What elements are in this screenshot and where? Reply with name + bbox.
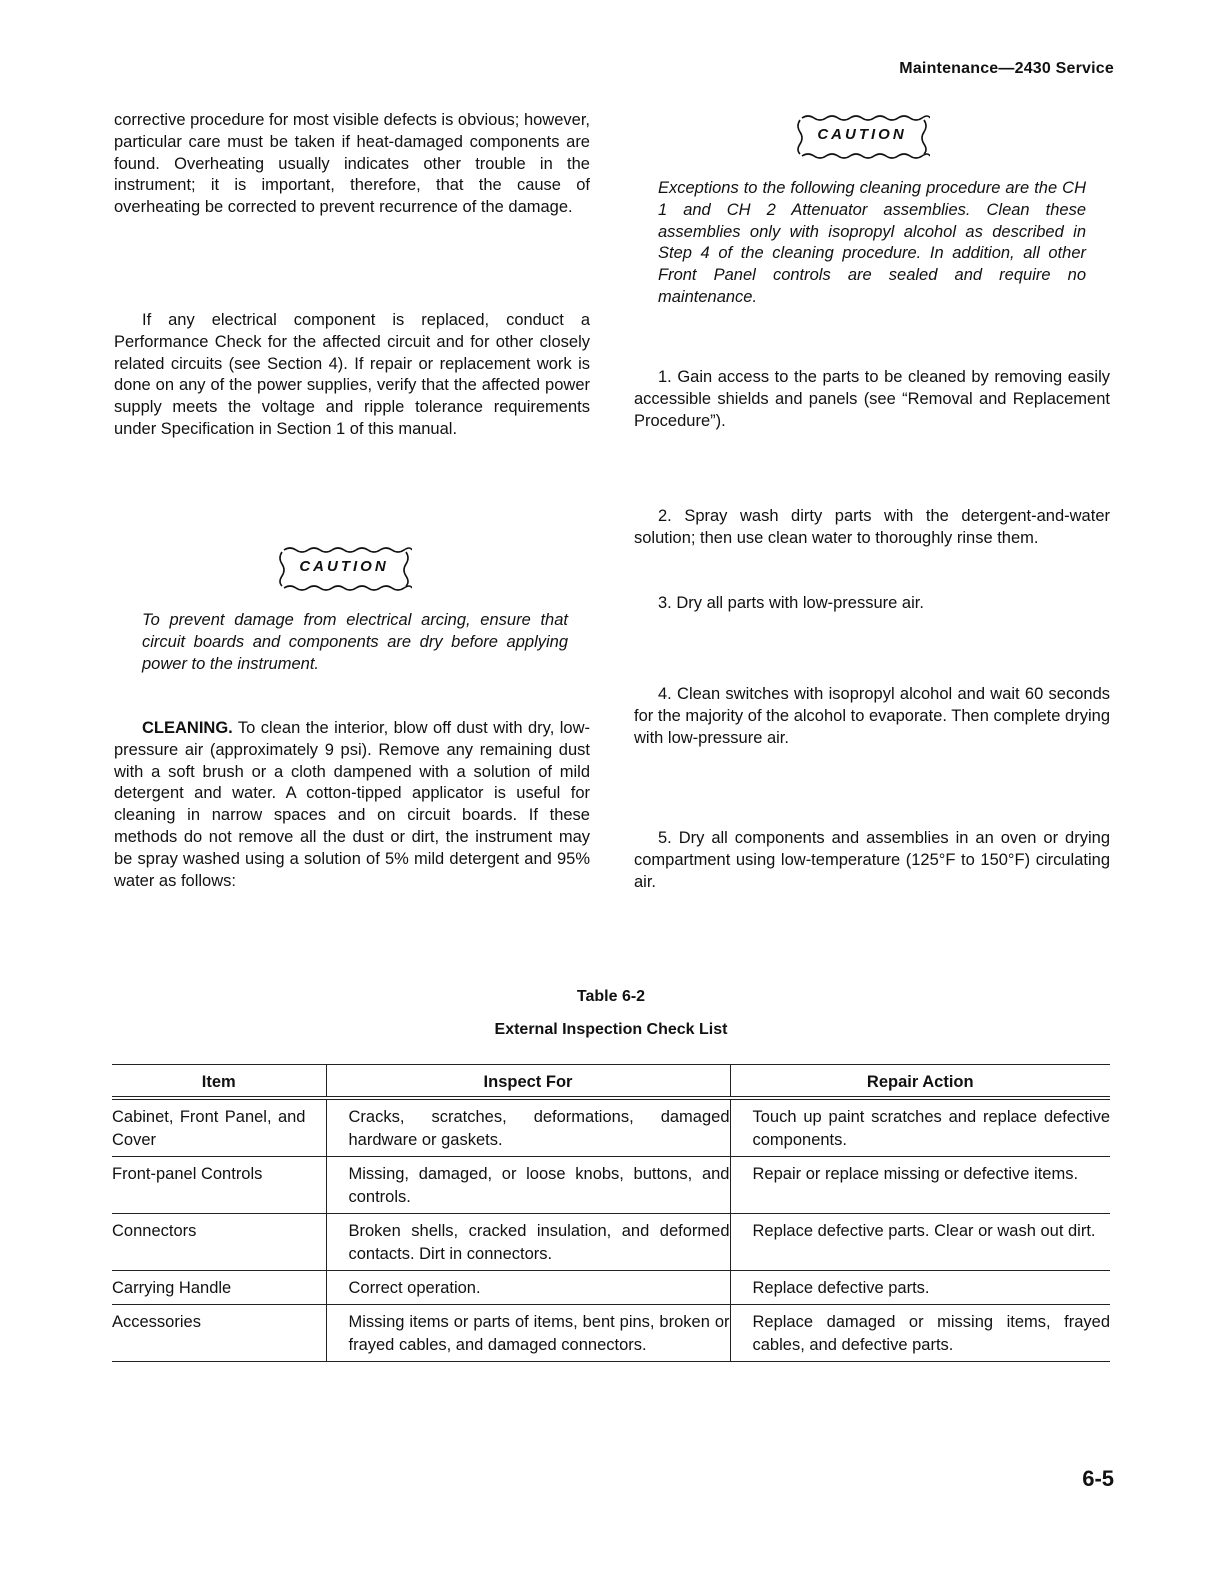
table-number: Table 6-2	[576, 988, 646, 1005]
cleaning-step-4: 4. Clean switches with isopropyl alcohol and wait 60 seconds for the majority of the alcohol to evaporate. Then complete drying with low-pressure air.	[634, 685, 1110, 747]
cleaning-step-5: 5. Dry all components and assemblies in an oven or drying compartment using low-temperature (125°F to 150°F) circulating air.	[634, 829, 1110, 891]
corrective-procedure-paragraph: corrective procedure for most visible defects is obvious; however, particular care must be taken if heat-damaged components are found. Overheating usually indicates other trouble in the instrument; it is important, therefore, that the cause of overheating be corrected to prevent recurrence of the damage.	[114, 111, 590, 217]
cell-inspect: Cracks, scratches, deformations, damaged hardware or gaskets.	[326, 1098, 730, 1157]
table-title: External Inspection Check List	[494, 1021, 728, 1038]
column-header-repair: Repair Action	[730, 1065, 1110, 1099]
cell-inspect: Correct operation.	[326, 1271, 730, 1305]
cell-repair: Replace defective parts. Clear or wash out dirt.	[730, 1214, 1110, 1271]
table-row	[112, 1305, 1110, 1362]
cell-item: Cabinet, Front Panel, and Cover	[112, 1098, 326, 1157]
table-row	[112, 1214, 1110, 1271]
table-row	[112, 1271, 1110, 1305]
arcing-caution-text: To prevent damage from electrical arcing, ensure that circuit boards and components are dry before applying power to the instrument.	[142, 611, 568, 673]
table-row	[112, 1157, 1110, 1214]
cell-inspect: Missing, damaged, or loose knobs, buttons, and controls.	[326, 1157, 730, 1214]
component-replacement-paragraph: If any electrical component is replaced, conduct a Performance Check for the affected circuit and for other closely related circuits (see Section 4). If repair or replacement work is done on any of the power supplies, verify that the affected power supply meets the voltage and ripple tolerance requirements under Specification in Section 1 of this manual.	[114, 311, 590, 438]
table-row	[112, 1098, 1110, 1157]
cleaning-heading: CLEANING.	[142, 719, 233, 737]
attenuator-caution-text: Exceptions to the following cleaning procedure are the CH 1 and CH 2 Attenuator assemblies. Clean these assemblies only with isopropyl alcohol as described in Step 4 of the cleaning procedure. In addition, all other Front Panel controls are sealed and require no maintenance.	[658, 179, 1086, 306]
cell-repair: Touch up paint scratches and replace defective components.	[730, 1098, 1110, 1157]
cell-item: Front-panel Controls	[112, 1157, 326, 1214]
cell-inspect: Broken shells, cracked insulation, and deformed contacts. Dirt in connectors.	[326, 1214, 730, 1271]
caution-box-right	[794, 112, 930, 162]
cell-inspect: Missing items or parts of items, bent pins, broken or frayed cables, and damaged connectors.	[326, 1305, 730, 1362]
inspection-table	[112, 1064, 1110, 1362]
table-header-row	[112, 1065, 1110, 1099]
cleaning-step-2: 2. Spray wash dirty parts with the detergent-and-water solution; then use clean water to thoroughly rinse them.	[634, 507, 1110, 547]
cell-item: Connectors	[112, 1214, 326, 1271]
cell-repair: Repair or replace missing or defective items.	[730, 1157, 1110, 1214]
cell-item: Accessories	[112, 1305, 326, 1362]
cleaning-text: To clean the interior, blow off dust with dry, low-pressure air (approximately 9 psi). Remove any remaining dust with a soft brush or a cloth dampened with a solution of mild detergent and water. A cotton-tipped applicator is useful for cleaning in narrow spaces and on circuit boards. If these methods do not remove all the dust or dirt, the instrument may be spray washed using a solution of 5% mild detergent and 95% water as follows:	[114, 719, 590, 890]
cell-item: Carrying Handle	[112, 1271, 326, 1305]
caution-box-left	[276, 544, 412, 594]
page-number: 6-5	[1082, 1466, 1114, 1491]
caution-label: CAUTION	[817, 126, 907, 143]
cleaning-paragraph	[114, 718, 590, 892]
cleaning-step-3: 3. Dry all parts with low-pressure air.	[658, 594, 924, 612]
column-header-item: Item	[112, 1065, 326, 1099]
running-header: Maintenance—2430 Service	[899, 60, 1114, 77]
column-header-inspect: Inspect For	[326, 1065, 730, 1099]
caution-label: CAUTION	[299, 558, 389, 575]
cell-repair: Replace damaged or missing items, frayed cables, and defective parts.	[730, 1305, 1110, 1362]
cell-repair: Replace defective parts.	[730, 1271, 1110, 1305]
cleaning-step-1: 1. Gain access to the parts to be cleaned by removing easily accessible shields and panels (see “Removal and Replacement Procedure”).	[634, 368, 1110, 430]
